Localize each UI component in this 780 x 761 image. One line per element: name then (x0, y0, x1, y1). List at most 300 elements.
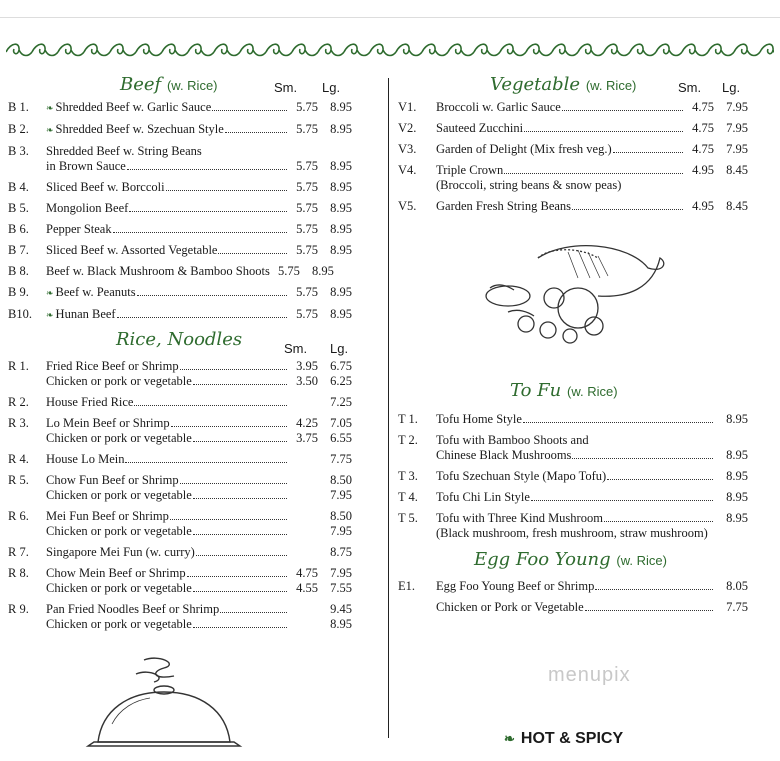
item-code: R 1. (8, 359, 29, 373)
vine-segment (266, 44, 292, 55)
egg-title-text: Egg Foo Young (474, 549, 611, 570)
price-large: 8.45 (726, 199, 748, 213)
chili-icon: ❧ (46, 125, 54, 135)
vine-border-decoration (6, 40, 774, 60)
menu-item-row (8, 285, 352, 301)
vegetable-section-header (398, 74, 748, 100)
item-name: Sliced Beef w. Assorted Vegetable (46, 243, 218, 257)
item-name: Beef w. Peanuts (55, 285, 136, 299)
price-small: 5.75 (296, 122, 318, 136)
hot-spicy-label: HOT & SPICY (520, 730, 624, 747)
chili-icon: ❧ (46, 288, 54, 298)
item-body (46, 602, 352, 632)
item-body (46, 395, 352, 410)
vine-segment (162, 44, 188, 55)
item-line (46, 617, 352, 632)
price-large: 7.25 (330, 395, 352, 409)
item-code: V1. (398, 100, 417, 114)
price-large: 9.45 (330, 602, 352, 616)
menu-item-row (398, 199, 748, 214)
leader-dots (607, 479, 713, 480)
menu-item-row (398, 469, 748, 484)
price-large: 8.95 (330, 201, 352, 215)
item-line (46, 359, 352, 374)
vine-segment (6, 44, 32, 55)
item-note: (Black mushroom, fresh mushroom, straw mushroom) (436, 526, 708, 540)
item-code: R 7. (8, 545, 29, 559)
menu-item-row (398, 490, 748, 505)
vine-segment (240, 44, 266, 55)
item-line (436, 163, 748, 178)
price-large: 7.95 (726, 100, 748, 114)
item-body (46, 122, 352, 138)
item-body (436, 579, 748, 594)
item-name: Mei Fun Beef or Shrimp (46, 509, 169, 523)
price-small: 4.55 (296, 581, 318, 595)
leader-dots (193, 498, 287, 499)
leader-dots (225, 132, 287, 133)
menu-item-row (398, 433, 748, 463)
item-line (46, 473, 352, 488)
item-code: B 6. (8, 222, 29, 236)
vine-segment (318, 44, 344, 55)
item-name: Chinese Black Mushrooms (436, 448, 572, 462)
vegetable-lg-header: Lg. (722, 80, 741, 95)
item-line (46, 100, 352, 116)
item-code: V3. (398, 142, 417, 156)
tofu-subtitle: (w. Rice) (566, 384, 618, 399)
vine-segment (500, 44, 526, 55)
menu-item-row (398, 142, 748, 157)
menu-item-row (8, 180, 352, 195)
item-note: (Broccoli, string beans & snow peas) (436, 178, 622, 192)
vegetable-title-text: Vegetable (490, 74, 581, 95)
item-line (436, 433, 748, 448)
menu-item-row (398, 163, 748, 193)
item-name: Lo Mein Beef or Shrimp (46, 416, 170, 430)
item-name: Tofu Home Style (436, 412, 522, 426)
price: 8.95 (726, 469, 748, 483)
item-code: B 4. (8, 180, 29, 194)
price-large: 8.95 (311, 264, 334, 278)
item-name: Chicken or pork or vegetable (46, 617, 192, 631)
item-line (46, 122, 352, 138)
item-code: R 4. (8, 452, 29, 466)
item-code: R 6. (8, 509, 29, 523)
item-name: Beef w. Black Mushroom & Bamboo Shoots (46, 264, 270, 278)
leader-dots (604, 521, 713, 522)
item-name: Chicken or pork or vegetable (46, 374, 192, 388)
beef-title-text: Beef (120, 74, 162, 95)
price-small: 4.75 (296, 566, 318, 580)
item-line (46, 566, 352, 581)
item-line (436, 579, 748, 594)
item-code: B10. (8, 307, 32, 321)
item-body (436, 469, 748, 484)
price-small: 5.75 (296, 285, 318, 299)
item-body (46, 144, 352, 174)
leader-dots (166, 190, 287, 191)
item-body (46, 180, 352, 195)
item-line (46, 488, 352, 503)
item-code: R 2. (8, 395, 29, 409)
vine-segment (448, 44, 474, 55)
item-body (436, 100, 748, 115)
vine-segment (682, 44, 708, 55)
item-line (46, 581, 352, 596)
vegetable-item-list (398, 100, 748, 214)
item-line (46, 374, 352, 389)
leader-dots (180, 369, 287, 370)
item-body (46, 545, 352, 560)
item-body (46, 452, 352, 467)
item-line (46, 144, 352, 159)
item-body (46, 201, 352, 216)
rice-section-header (8, 329, 352, 359)
menu-item-row (8, 509, 352, 539)
item-line (436, 142, 748, 157)
vine-segment (136, 44, 162, 55)
leader-dots (113, 232, 287, 233)
menu-item-row (398, 412, 748, 427)
leader-dots (117, 317, 287, 318)
price-large: 7.75 (330, 452, 352, 466)
item-line (46, 524, 352, 539)
item-line (436, 100, 748, 115)
tofu-section-title (510, 380, 618, 401)
leader-dots (170, 519, 287, 520)
item-line (46, 395, 352, 410)
item-line (46, 201, 352, 216)
menu-item-row (398, 121, 748, 136)
menu-item-row (398, 100, 748, 115)
vine-segment (344, 44, 370, 55)
chili-icon: ❧ (46, 103, 54, 113)
price-small: 5.75 (296, 159, 318, 173)
item-code: B 2. (8, 122, 29, 136)
tofu-section-header (398, 380, 748, 412)
item-body (46, 222, 352, 237)
beef-item-list (8, 100, 352, 323)
chili-icon: ❧ (46, 310, 54, 320)
item-name: House Lo Mein (46, 452, 125, 466)
item-code: T 2. (398, 433, 418, 447)
menu-item-row (8, 100, 352, 116)
item-name: Garden of Delight (Mix fresh veg.) (436, 142, 612, 156)
price-small: 4.95 (692, 163, 714, 177)
rice-item-list (8, 359, 352, 632)
item-line (46, 222, 352, 237)
vine-segment (188, 44, 214, 55)
item-code: V5. (398, 199, 417, 213)
hot-spicy-legend (504, 730, 623, 748)
menu-item-row (8, 264, 352, 279)
item-code: T 4. (398, 490, 418, 504)
menu-item-row (398, 511, 748, 541)
menupix-watermark: menupix (548, 664, 631, 686)
price-small: 5.75 (296, 100, 318, 114)
beef-subtitle: (w. Rice) (166, 78, 218, 93)
price-small: 3.50 (296, 374, 318, 388)
item-line (46, 416, 352, 431)
item-code: B 1. (8, 100, 29, 114)
price-large: 7.95 (726, 142, 748, 156)
vine-segment (552, 44, 578, 55)
item-name: Tofu Szechuan Style (Mapo Tofu) (436, 469, 607, 483)
item-name: Chicken or Pork or Vegetable (436, 600, 584, 614)
price-large: 8.50 (330, 509, 352, 523)
price-large: 8.95 (330, 243, 352, 257)
leader-dots (572, 209, 683, 210)
price: 8.95 (726, 511, 748, 525)
item-code: T 3. (398, 469, 418, 483)
price-large: 6.25 (330, 374, 352, 388)
item-body (46, 473, 352, 503)
item-code: R 3. (8, 416, 29, 430)
item-name: Mongolion Beef (46, 201, 129, 215)
vine-segment (708, 44, 734, 55)
menu-item-row (8, 452, 352, 467)
item-code: B 3. (8, 144, 29, 158)
vine-segment (58, 44, 84, 55)
item-name: Tofu with Three Kind Mushroom (436, 511, 603, 525)
leader-dots (220, 612, 287, 613)
item-line (46, 602, 352, 617)
price-large: 7.55 (330, 581, 352, 595)
leader-dots (562, 110, 683, 111)
vine-segment (422, 44, 448, 55)
item-name: Tofu Chi Lin Style (436, 490, 530, 504)
leader-dots (180, 483, 287, 484)
menu-item-row (8, 201, 352, 216)
menu-item-row (8, 144, 352, 174)
vine-segment (604, 44, 630, 55)
item-line (46, 545, 352, 560)
item-name: Shredded Beef w. Garlic Sauce (55, 100, 212, 114)
serving-platter-illustration (84, 654, 244, 750)
item-line (436, 469, 748, 484)
egg-section-title (474, 549, 667, 570)
item-body (436, 163, 748, 193)
vine-segment (760, 44, 774, 55)
item-body (46, 509, 352, 539)
menu-item-row (8, 545, 352, 560)
price-large: 6.75 (330, 359, 352, 373)
egg-subtitle: (w. Rice) (616, 553, 667, 568)
vine-segment (734, 44, 760, 55)
egg-item-list (398, 579, 748, 615)
vine-segment (526, 44, 552, 55)
rice-lg-header: Lg. (330, 341, 349, 356)
page-top-edge (0, 0, 780, 18)
item-body (436, 121, 748, 136)
price-large: 8.95 (330, 307, 352, 321)
item-code: B 7. (8, 243, 29, 257)
vine-segment (630, 44, 656, 55)
item-code: T 1. (398, 412, 418, 426)
item-line (46, 159, 352, 174)
price-large: 8.95 (330, 617, 352, 631)
item-line (436, 412, 748, 427)
leader-dots (193, 627, 287, 628)
chili-icon: ❧ (504, 731, 515, 746)
leader-dots (193, 591, 287, 592)
item-name: Chow Fun Beef or Shrimp (46, 473, 179, 487)
item-line (46, 285, 352, 301)
leader-dots (196, 555, 287, 556)
leader-dots (613, 152, 683, 153)
item-line (436, 600, 748, 615)
egg-section-header (398, 549, 748, 579)
leader-dots (504, 173, 683, 174)
price-large: 7.95 (330, 524, 352, 538)
item-body (46, 264, 352, 279)
menu-item-row (8, 473, 352, 503)
item-name: Hunan Beef (55, 307, 116, 321)
item-name: Chicken or pork or vegetable (46, 488, 192, 502)
price-small: 3.95 (296, 359, 318, 373)
leader-dots (193, 441, 287, 442)
price-large: 8.95 (330, 159, 352, 173)
leader-dots (187, 576, 287, 577)
price-large: 8.95 (330, 180, 352, 194)
item-body (436, 600, 748, 615)
item-body (436, 199, 748, 214)
price-large: 8.75 (330, 545, 352, 559)
price-large: 8.50 (330, 473, 352, 487)
item-line (46, 452, 352, 467)
leader-dots (129, 211, 287, 212)
price-large: 8.95 (330, 285, 352, 299)
leader-dots (125, 462, 287, 463)
beef-sm-header: Sm. (274, 80, 298, 95)
item-name: Pepper Steak (46, 222, 112, 236)
price-large: 7.05 (330, 416, 352, 430)
item-name: Chicken or pork or vegetable (46, 431, 192, 445)
item-line (436, 511, 748, 526)
vegetable-sm-header: Sm. (678, 80, 702, 95)
price-large: 6.55 (330, 431, 352, 445)
price-large: 8.95 (330, 122, 352, 136)
item-line (436, 448, 748, 463)
leader-dots (524, 131, 683, 132)
price: 8.05 (726, 579, 748, 593)
menu-item-row (8, 307, 352, 323)
item-name: Sauteed Zucchini (436, 121, 524, 135)
leader-dots (531, 500, 713, 501)
item-code: R 8. (8, 566, 29, 580)
leader-dots (218, 253, 287, 254)
item-name: Fried Rice Beef or Shrimp (46, 359, 179, 373)
item-body (436, 142, 748, 157)
price: 8.95 (726, 490, 748, 504)
tofu-title-text: To Fu (510, 380, 562, 401)
item-line (46, 243, 352, 258)
price-large: 8.95 (330, 100, 352, 114)
item-body (46, 359, 352, 389)
item-name: Sliced Beef w. Borccoli (46, 180, 165, 194)
item-name: Chow Mein Beef or Shrimp (46, 566, 186, 580)
cornucopia-illustration (478, 238, 668, 348)
price-small: 5.75 (296, 243, 318, 257)
tofu-item-list (398, 412, 748, 541)
leader-dots (523, 422, 713, 423)
beef-section-header (8, 74, 352, 100)
item-line (46, 264, 352, 279)
price-large: 7.95 (330, 488, 352, 502)
vegetable-subtitle: (w. Rice) (585, 78, 637, 93)
item-code: E1. (398, 579, 416, 593)
price-small: 4.75 (692, 121, 714, 135)
vine-segment (84, 44, 110, 55)
item-name: Shredded Beef w. String Beans (46, 144, 202, 158)
menu-item-row (398, 600, 748, 615)
column-divider (388, 78, 389, 738)
menu-item-row (398, 579, 748, 594)
vine-segment (370, 44, 396, 55)
item-name: Shredded Beef w. Szechuan Style (55, 122, 224, 136)
item-name: Egg Foo Young Beef or Shrimp (436, 579, 595, 593)
item-code: B 8. (8, 264, 29, 278)
price-large: 7.95 (726, 121, 748, 135)
menu-item-row (8, 243, 352, 258)
item-line (46, 307, 352, 323)
item-name: Triple Crown (436, 163, 504, 177)
price-small: 4.95 (692, 199, 714, 213)
leader-dots (127, 169, 287, 170)
item-body (46, 307, 352, 323)
menu-item-row (8, 395, 352, 410)
price-small: 4.25 (296, 416, 318, 430)
beef-lg-header: Lg. (322, 80, 341, 95)
price-small: 5.75 (296, 307, 318, 321)
item-name: Tofu with Bamboo Shoots and (436, 433, 589, 447)
item-body (436, 490, 748, 505)
leader-dots (193, 534, 287, 535)
price: 7.75 (726, 600, 748, 614)
price-small: 4.75 (692, 142, 714, 156)
menu-item-row (8, 416, 352, 446)
price-large: 7.95 (330, 566, 352, 580)
beef-section-title (120, 74, 218, 95)
item-line (46, 509, 352, 524)
item-name: Garden Fresh String Beans (436, 199, 572, 213)
vine-segment (292, 44, 318, 55)
leader-dots (212, 110, 287, 111)
leader-dots (134, 405, 287, 406)
item-name: House Fried Rice (46, 395, 134, 409)
menu-item-row (8, 359, 352, 389)
vine-segment (110, 44, 136, 55)
menu-item-row (8, 222, 352, 237)
menu-item-row (8, 566, 352, 596)
item-line (436, 121, 748, 136)
item-body (436, 511, 748, 541)
vine-segment (214, 44, 240, 55)
item-code: V2. (398, 121, 417, 135)
item-code: B 5. (8, 201, 29, 215)
leader-dots (193, 384, 287, 385)
price-large: 8.45 (726, 163, 748, 177)
item-body (436, 412, 748, 427)
item-code: V4. (398, 163, 417, 177)
rice-sm-header: Sm. (284, 341, 308, 356)
leader-dots (595, 589, 713, 590)
vine-segment (656, 44, 682, 55)
price-small: 5.75 (296, 201, 318, 215)
vine-segment (578, 44, 604, 55)
item-name: in Brown Sauce (46, 159, 126, 173)
